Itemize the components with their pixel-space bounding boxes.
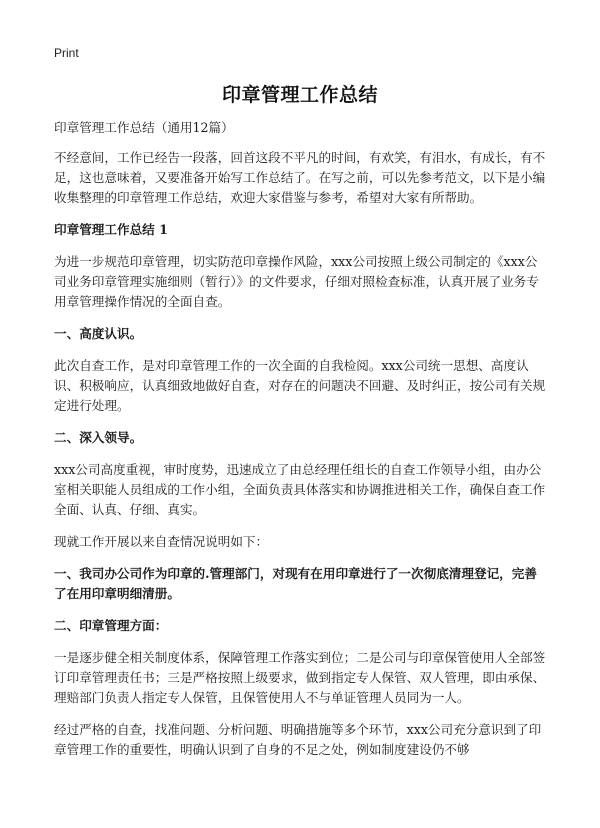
- paragraph-purpose: 为进一步规范印章管理，切实防范印章操作风险，xxx公司按照上级公司制定的《xxx公司业务印章管理实施细则（暂行）》的文件要求，仔细对照检查标准，认真开展了业务专用章管理操作情况的全面自查。: [54, 254, 539, 309]
- section-heading-cleanup: 一、我司办公司作为印章的.管理部门，对现有在用印章进行了一次彻底清理登记，完善了在用印章明细清册。: [54, 566, 537, 601]
- print-label[interactable]: Print: [54, 46, 79, 60]
- document-body: [54, 118, 546, 772]
- paragraph-management: 一是逐步健全相关制度体系，保障管理工作落实到位；二是公司与印章保管使用人全部签订印章管理责任书；三是严格按照上级要求，做到指定专人保管、双人管理，即由承保、理赔部门负责人指定专人保管，且保管使用人不与单证管理人员同为一人。: [54, 650, 546, 705]
- section-heading-management: 二、印章管理方面：: [54, 618, 168, 633]
- section-heading-leadership: 二、深入领导。: [54, 430, 143, 445]
- document-subtitle: 印章管理工作总结（通用12篇）: [54, 120, 234, 135]
- paragraph-conclusion: 经过严格的自查，找准问题、分析问题、明确措施等多个环节，xxx公司充分意识到了印章管理工作的重要性，明确认识到了自身的不足之处，例如制度建设仍不够: [54, 722, 542, 757]
- paragraph-status-intro: 现就工作开展以来自查情况说明如下：: [54, 534, 269, 549]
- paragraph-leadership: xxx公司高度重视，审时度势，迅速成立了由总经理任组长的自查工作领导小组，由办公室相关职能人员组成的工作小组，全面负责具体落实和协调推进相关工作，确保自查工作全面、认真、仔细、真实。: [54, 462, 546, 517]
- page-title: 印章管理工作总结: [221, 84, 378, 106]
- intro-paragraph: 不经意间，工作已经告一段落，回首这段不平凡的时间，有欢笑，有泪水，有成长，有不足，这也意味着，又要准备开始写工作总结了。在写之前，可以先参考范文，以下是小编收集整理的印章管理工作总结，欢迎大家借鉴与参考，希望对大家有所帮助。: [54, 150, 546, 205]
- paragraph-awareness: 此次自查工作，是对印章管理工作的一次全面的自我检阅。xxx公司统一思想、高度认识、积极响应，认真细致地做好自查，对存在的问题决不回避、及时纠正，按公司有关规定进行处理。: [54, 358, 546, 413]
- section-heading-awareness: 一、高度认识。: [54, 326, 143, 341]
- section-heading-summary-1: 印章管理工作总结 1: [54, 222, 168, 237]
